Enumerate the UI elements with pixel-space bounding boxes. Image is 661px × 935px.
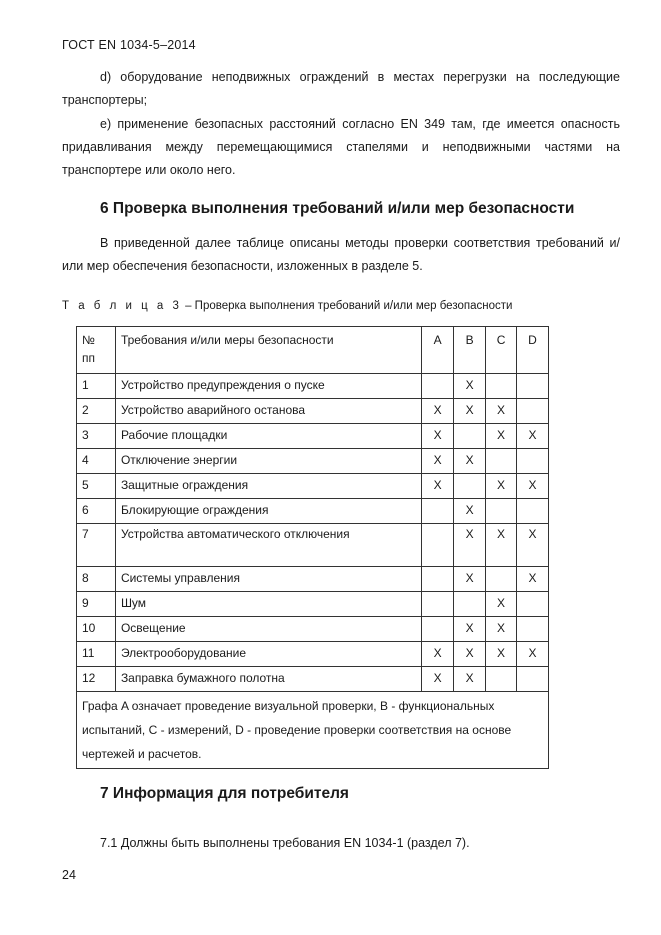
section-7-heading: 7 Информация для потребителя (100, 785, 349, 802)
mark-c: X (486, 524, 517, 567)
row-requirement: Отключение энергии (115, 449, 421, 474)
table-row (77, 592, 549, 617)
mark-b: X (454, 617, 486, 642)
header-a: A (422, 327, 454, 374)
mark-b: X (454, 374, 486, 399)
mark-a (422, 567, 454, 592)
mark-d (517, 592, 549, 617)
mark-d (517, 667, 549, 692)
mark-b: X (454, 667, 486, 692)
table-row (77, 524, 549, 567)
mark-d (517, 399, 549, 424)
table-row (77, 667, 549, 692)
mark-c (486, 567, 517, 592)
row-requirement: Блокирующие ограждения (115, 499, 421, 524)
mark-b: X (454, 399, 486, 424)
row-num: 2 (77, 399, 116, 424)
mark-a (422, 499, 454, 524)
row-num: 8 (77, 567, 116, 592)
header-requirements: Требования и/или меры безопасности (115, 327, 421, 374)
row-num: 4 (77, 449, 116, 474)
header-b: B (454, 327, 486, 374)
mark-b: X (454, 499, 486, 524)
row-num: 10 (77, 617, 116, 642)
mark-b (454, 592, 486, 617)
header-num: № пп (77, 327, 116, 374)
mark-d (517, 374, 549, 399)
verification-table (76, 326, 549, 769)
table-row (77, 617, 549, 642)
table-row (77, 567, 549, 592)
row-num: 3 (77, 424, 116, 449)
paragraph-d: d) оборудование неподвижных ограждений в местах перегрузки на последующие транспортеры; (62, 70, 620, 107)
mark-c: X (486, 642, 517, 667)
mark-d: X (517, 474, 549, 499)
mark-a: X (422, 642, 454, 667)
section-7-text: 7.1 Должны быть выполнены требования EN 1034-1 (раздел 7). (100, 836, 470, 850)
row-requirement: Защитные ограждения (115, 474, 421, 499)
table-row (77, 474, 549, 499)
mark-c (486, 499, 517, 524)
mark-c: X (486, 474, 517, 499)
table-row (77, 424, 549, 449)
mark-d: X (517, 424, 549, 449)
row-num: 6 (77, 499, 116, 524)
mark-c: X (486, 617, 517, 642)
row-requirement: Устройство аварийного останова (115, 399, 421, 424)
table-caption (62, 300, 512, 312)
mark-d: X (517, 567, 549, 592)
row-requirement: Рабочие площадки (115, 424, 421, 449)
table-row (77, 642, 549, 667)
row-requirement: Заправка бумажного полотна (115, 667, 421, 692)
table-row (77, 399, 549, 424)
mark-a (422, 374, 454, 399)
mark-c: X (486, 399, 517, 424)
row-requirement: Системы управления (115, 567, 421, 592)
table-caption-label: Т а б л и ц а 3 (62, 300, 182, 312)
mark-d (517, 449, 549, 474)
mark-b (454, 474, 486, 499)
row-num: 7 (77, 524, 116, 567)
table-caption-text: – Проверка выполнения требований и/или мер безопасности (181, 300, 513, 312)
table-row (77, 449, 549, 474)
mark-b: X (454, 449, 486, 474)
mark-b: X (454, 642, 486, 667)
header-c: C (486, 327, 517, 374)
mark-a: X (422, 474, 454, 499)
table-row (77, 374, 549, 399)
row-num: 9 (77, 592, 116, 617)
mark-b: X (454, 524, 486, 567)
row-num: 12 (77, 667, 116, 692)
mark-a: X (422, 667, 454, 692)
mark-c: X (486, 592, 517, 617)
row-requirement: Освещение (115, 617, 421, 642)
mark-c: X (486, 424, 517, 449)
row-num: 5 (77, 474, 116, 499)
mark-c (486, 374, 517, 399)
table-note-row (77, 692, 549, 769)
table-row (77, 499, 549, 524)
table-header-row (77, 327, 549, 374)
row-requirement: Электрооборудование (115, 642, 421, 667)
mark-d (517, 499, 549, 524)
mark-a (422, 617, 454, 642)
mark-a (422, 592, 454, 617)
row-requirement: Устройство предупреждения о пуске (115, 374, 421, 399)
table-note: Графа A означает проведение визуальной проверки, B - функциональных испытаний, C - измерений, D - проведение проверки соответствия на основе чертежей и расчетов. (77, 692, 549, 769)
mark-c (486, 667, 517, 692)
section-6-text: В приведенной далее таблице описаны методы проверки соответствия требований и/или мер обеспечения безопасности, изложенных в разделе 5. (62, 236, 620, 273)
mark-d: X (517, 524, 549, 567)
row-num: 11 (77, 642, 116, 667)
paragraph-e: e) применение безопасных расстояний согласно EN 349 там, где имеется опасность придавливания между перемещающимися стапелями и неподвижными частями на транспортере или около него. (62, 117, 620, 177)
mark-d: X (517, 642, 549, 667)
mark-a: X (422, 449, 454, 474)
mark-c (486, 449, 517, 474)
row-requirement: Шум (115, 592, 421, 617)
header-d: D (517, 327, 549, 374)
section-6-heading: 6 Проверка выполнения требований и/или мер безопасности (100, 200, 575, 217)
mark-a: X (422, 399, 454, 424)
mark-a: X (422, 424, 454, 449)
row-requirement: Устройства автоматического отключения (115, 524, 421, 567)
mark-b (454, 424, 486, 449)
mark-b: X (454, 567, 486, 592)
document-header: ГОСТ EN 1034-5–2014 (62, 38, 196, 52)
row-num: 1 (77, 374, 116, 399)
mark-a (422, 524, 454, 567)
mark-d (517, 617, 549, 642)
page-number: 24 (62, 868, 76, 882)
